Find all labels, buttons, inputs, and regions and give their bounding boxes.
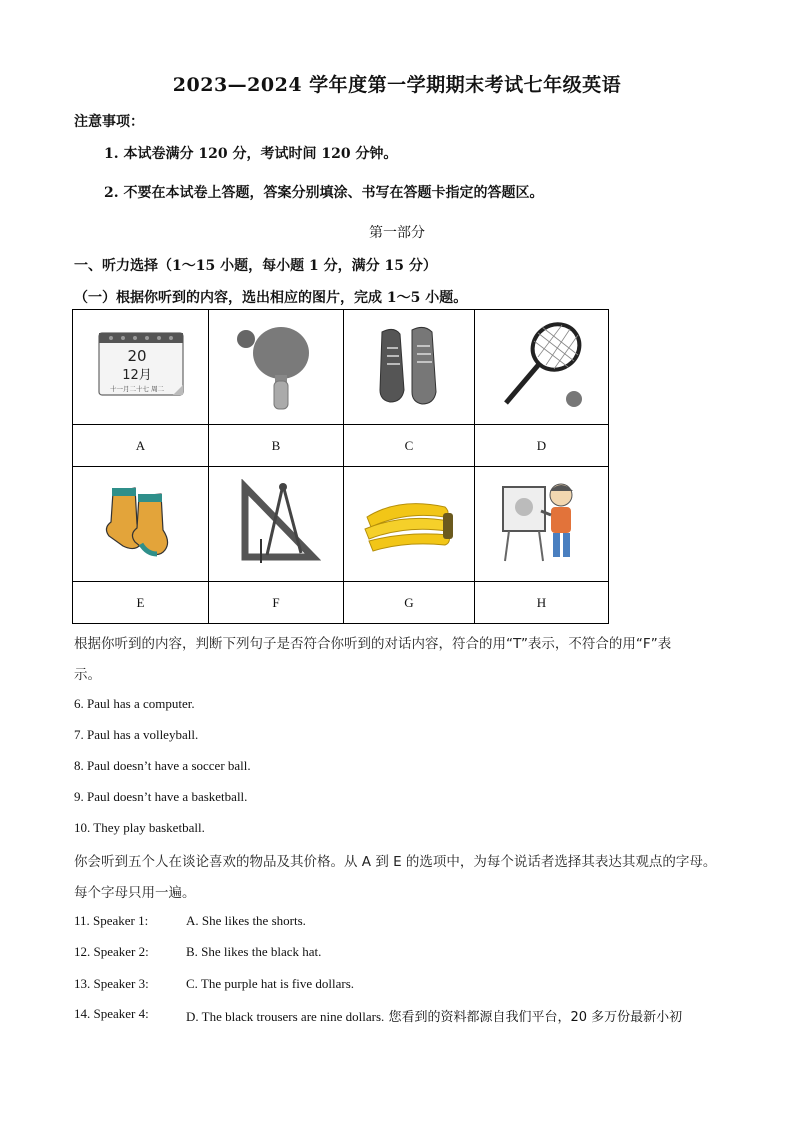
question-9: 9. Paul doesn’t have a basketball.	[74, 789, 248, 804]
picture-label-b: B	[209, 425, 344, 467]
picture-label-d: D	[475, 425, 609, 467]
section-heading: 一、听力选择（1～15 小题，每小题 1 分，满分 15 分）	[74, 258, 437, 274]
picture-cell-f	[209, 467, 344, 582]
bananas-icon	[359, 487, 459, 557]
picture-cell-g	[344, 467, 475, 582]
option-d	[186, 1006, 682, 1025]
tf-instruction-line-1: 根据你听到的内容，判断下列句子是否符合你听到的对话内容，符合的用“T”表示，不符合的用“F”表	[74, 636, 672, 652]
question-7: 7. Paul has a volleyball.	[74, 727, 199, 742]
match-instruction-line-2: 每个字母只用一遍。	[74, 885, 196, 901]
calendar-day: 20	[126, 347, 147, 365]
speaker-label-11: 11. Speaker 1:	[74, 913, 149, 928]
calendar-footer: 十一月二十七 周二	[109, 385, 164, 393]
socks-icon	[101, 484, 181, 560]
option-d-text: D. The black trousers are nine dollars.	[186, 1009, 385, 1024]
calendar-month: 12月	[121, 368, 152, 383]
picture-table	[72, 309, 609, 624]
speaker-label-13: 13. Speaker 3:	[74, 976, 149, 991]
picture-label-g: G	[344, 582, 475, 624]
picture-label-a: A	[73, 425, 209, 467]
calendar-icon	[93, 329, 189, 401]
notice-item-1: 1. 本试卷满分 120 分，考试时间 120 分钟。	[104, 146, 398, 162]
option-d-tail: 您看到的资料都源自我们平台，20 多万份最新小初	[384, 1010, 683, 1025]
ping-pong-paddle-icon	[231, 317, 321, 413]
picture-cell-b	[209, 310, 344, 425]
part-title: 第一部分	[369, 225, 425, 241]
question-6: 6. Paul has a computer.	[74, 696, 195, 711]
notice-item-2: 2. 不要在本试卷上答题，答案分别填涂、书写在答题卡指定的答题区。	[104, 185, 544, 201]
question-8: 8. Paul doesn’t have a soccer ball.	[74, 758, 251, 773]
option-a: A. She likes the shorts.	[186, 913, 306, 928]
option-c: C. The purple hat is five dollars.	[186, 976, 355, 991]
tennis-racket-icon	[494, 317, 590, 413]
picture-label-c: C	[344, 425, 475, 467]
page-title: 2023—2024 学年度第一学期期末考试七年级英语	[172, 74, 622, 96]
picture-cell-a	[73, 310, 209, 425]
boy-painting-icon	[497, 477, 587, 567]
match-instruction-line-1: 你会听到五个人在谈论喜欢的物品及其价格。从 A 到 E 的选项中，为每个说话者选择其表达其观点的字母。	[74, 854, 717, 870]
notice-label: 注意事项：	[74, 114, 144, 130]
geometry-tools-icon	[231, 479, 321, 565]
picture-cell-h	[475, 467, 609, 582]
tf-instruction-line-2: 示。	[74, 667, 101, 683]
picture-cell-d	[475, 310, 609, 425]
speaker-label-14: 14. Speaker 4:	[74, 1006, 149, 1021]
picture-label-h: H	[475, 582, 609, 624]
picture-cell-c	[344, 310, 475, 425]
picture-label-e: E	[73, 582, 209, 624]
subsection-heading: （一）根据你听到的内容，选出相应的图片，完成 1～5 小题。	[74, 290, 468, 306]
picture-cell-e	[73, 467, 209, 582]
option-b: B. She likes the black hat.	[186, 944, 322, 959]
question-10: 10. They play basketball.	[74, 820, 205, 835]
picture-label-f: F	[209, 582, 344, 624]
speaker-label-12: 12. Speaker 2:	[74, 944, 149, 959]
sneakers-icon	[374, 320, 444, 410]
